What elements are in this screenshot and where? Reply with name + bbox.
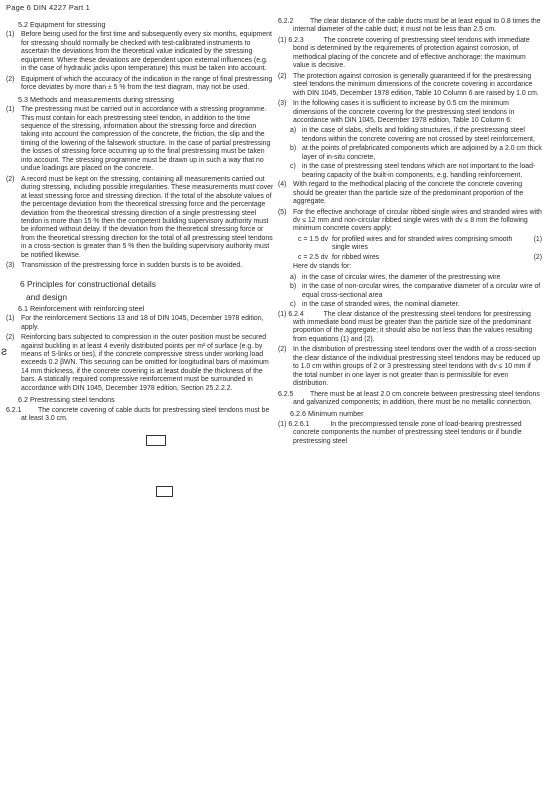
equation-text: for profiled wires and for stranded wires comprising smooth single wires — [332, 235, 513, 252]
paragraph — [6, 407, 274, 424]
chapter-heading: 6 Principles for constructional details — [20, 278, 156, 289]
list-item-text: in the case of slabs, shells and folding structures, if the prestressing steel tendons within the concrete covering are not crossed by steel reinforcement, — [302, 127, 535, 143]
paragraph-number: (2) — [278, 346, 287, 354]
paragraph-text: Equipment of which the accuracy of the indication in the range of final prestressing force deviates by more than ± 5 % from the test diagram, may not be used. — [21, 75, 273, 92]
list-item-label: c) — [290, 163, 296, 171]
equation-eq: c = 1.5 dv — [298, 235, 329, 243]
paragraph-number: (1) — [6, 315, 15, 323]
list-item-text: in the case of prestressing steel tendons which are not important to the load-bearing capacity of the built-in components, e.g. handling reinforcement. — [302, 163, 536, 179]
paragraph-text: With regard to the methodical placing of the concrete the concrete covering should be greater than the particle size of the predominant proportion of the aggregate. — [293, 181, 524, 206]
section-heading: 6.2.6 Minimum number — [290, 409, 364, 419]
paragraph-number: (5) — [278, 208, 287, 216]
section-heading: 6.1 Reinforcement with reinforcing steel — [18, 303, 145, 313]
list-item — [278, 274, 542, 282]
list-item-label: b) — [290, 145, 297, 153]
highlight-box-5 — [156, 486, 173, 497]
equation-no: (1) — [533, 235, 542, 243]
section-heading: 6.2 Prestressing steel tendons — [18, 395, 115, 405]
paragraph-number: (2) — [278, 72, 287, 80]
paragraph-text: The clear distance of the cable ducts must be at least equal to 0.8 times the internal diameter of the cable duct; it must not be less than 2.5 cm. — [293, 18, 541, 34]
list-item — [278, 163, 542, 180]
paragraph — [6, 106, 274, 174]
margin-mark-icon: ƨ — [1, 344, 7, 358]
paragraph-number: (2) — [6, 334, 15, 342]
paragraph-text: The prestressing must be carried out in accordance with a stressing programme. This must contain for each prestressing steel tendon, in addition to the time sequence of the stressing, information about the stressing force and direction taking into account the compression of the concrete, the friction, the slip and the timing of the lowering of the falsework structure. In the case of partial prestressing the losses of stressing force occurring up to the final prestressing must be taken into account. The stressing programme must be drawn up in such a way that no undue loadings are placed on the concrete. — [21, 106, 271, 173]
equation — [278, 236, 542, 253]
list-item-label: a) — [290, 273, 297, 281]
paragraph — [6, 334, 274, 393]
paragraph-text: There must be at least 2.0 cm concrete between prestressing steel tendons and galvanized components; in addition, there must be no metallic connection. — [293, 390, 540, 407]
plain-text: Here dv stands for: — [293, 263, 352, 271]
paragraph-number: (1) — [6, 31, 15, 39]
page-header: Page 6 DIN 4227 Part 1 — [6, 3, 91, 12]
paragraph — [6, 176, 274, 261]
paragraph-text: Before being used for the first time and subsequently every six months, equipment for stressing should normally be checked with test-calibrated instruments to ascertain the deviations from the theoretical value indicated by the stressing equipment. Where these deviations are dependent upon external influences (e.g. in the case of hydraulic jacks upon temperature) this must be taken into account. — [21, 31, 272, 73]
paragraph — [278, 209, 542, 234]
paragraph-text: In the distribution of prestressing steel tendons over the width of a cross-section the clear distance of the individual prestressing steel tendons may be reduced up to 1.0 cm within groups of 2 or 3 prestressing steel tendons with dv ≤ 10 mm if the total number in one layer is not greater than is permissible for even distribution. — [293, 346, 541, 388]
list-item-text: at the points of prefabricated components which are adjoined by a 2.0 cm thick layer of in-situ concrete, — [302, 145, 542, 161]
list-item-text: in the case of non-circular wires, the comparative diameter of a circular wire of equal cross-sectional area — [302, 283, 541, 299]
paragraph — [6, 76, 274, 93]
section-heading: 5.2 Equipment for stressing — [18, 20, 106, 29]
paragraph — [278, 18, 542, 35]
paragraph-number: 6.2.5 — [278, 390, 294, 398]
list-item — [278, 145, 542, 162]
list-item-text: in the case of stranded wires, the nominal diameter. — [302, 301, 460, 309]
paragraph-text: In the precompressed tensile zone of load-bearing prestressed concrete components the number of prestressing steel tendons or if bundle prestressing steel — [293, 420, 522, 445]
paragraph-number: (3) — [6, 262, 15, 270]
paragraph-number: (1) — [6, 106, 15, 114]
paragraph-text: A record must be kept on the stressing, containing all measurements carried out during stressing, including possible irregularities. These measurements must cover at least stressing force and stressing direction. If the total of the absolute values of the percentage deviation from the theoretical stressing force and the percentage deviation from the theoretical stressing direction of a single prestressing steel tendon is more than 15 % then the competent building supervisory authority must be informed without delay. If the deviation from the theoretical stressing force or from the theoretical stressing direction for the total of all prestressing steel tendons in a cross-section is greater than 5 % then the building supervisory authority must be notified likewise. — [21, 175, 274, 259]
list-item-label: a) — [290, 127, 297, 135]
equation-no: (2) — [533, 253, 542, 261]
paragraph-text: The concrete covering of prestressing steel tendons with immediate bond is determined by the requirements of protection against corrosion, of methodical placing of the concrete and of effective anchorage: the maximum value is decisive. — [293, 36, 530, 70]
paragraph-number: (4) — [278, 181, 287, 189]
highlight-box-15 — [146, 435, 166, 446]
paragraph-text: For the effective anchorage of circular ribbed single wires and stranded wires with dv ≤ 12 mm and non-circular ribbed single wires with dv ≤ 8 mm the following minimum concrete covers apply: — [293, 208, 542, 233]
paragraph — [278, 421, 542, 446]
list-item-label: c) — [290, 301, 296, 309]
chapter-heading-cont: and design — [26, 291, 67, 302]
paragraph-number: (3) — [278, 100, 287, 108]
paragraph — [278, 311, 542, 345]
equation-text: for ribbed wires — [332, 253, 380, 261]
paragraph-number: (1) 6.2.3 — [278, 36, 304, 44]
left-column — [6, 18, 274, 426]
paragraph-text: For the reinforcement Sections 13 and 18 of DIN 1045, December 1978 edition, apply. — [21, 315, 264, 331]
paragraph-text: The concrete covering of cable ducts for prestressing steel tendons must be at least 3.0 cm. — [21, 406, 270, 423]
right-column — [278, 18, 542, 448]
equation-eq: c = 2.5 dv — [298, 253, 329, 261]
paragraph-number: (1) 6.2.6.1 — [278, 420, 310, 428]
list-item — [278, 127, 542, 144]
section-heading: 5.3 Methods and measurements during stressing — [18, 94, 174, 104]
paragraph-number: (1) 6.2.4 — [278, 310, 304, 318]
list-item-label: b) — [290, 283, 297, 291]
paragraph — [6, 31, 274, 73]
paragraph — [278, 346, 542, 388]
paragraph-text: The protection against corrosion is generally guaranteed if for the prestressing steel tendons the minimum dimensions of the concrete covering in accordance with DIN 1045, December 1978 edition, Table 10 Column 6 are raised by 1.0 cm. — [293, 72, 539, 97]
paragraph — [278, 73, 542, 98]
paragraph-text: Reinforcing bars subjected to compression in the outer position must be secured against buckling in at least 4 evenly distributed points per m² of surface (e.g. by means of S-links or ties), if the concrete compressive stress under working load exceeds 0.2 βWN. This securing can be omitted for longitudinal bars of maximum 14 mm thickness, if the concrete covering is at least double the thickness of the bars. A statically required compressive reinforcement must be surrounded in accordance with DIN 1045, December 1978 edition, Section 25.2.2.2. — [21, 334, 269, 392]
paragraph — [6, 315, 274, 332]
paragraph-text: In the following cases it is sufficient to increase by 0.5 cm the minimum dimensions of the concrete covering for the prestressing steel tendons in accordance with DIN 1045, December 1978 edition, Table 10 Column 6: — [293, 100, 515, 124]
paragraph-number: (2) — [6, 75, 15, 83]
paragraph-text: The clear distance of the prestressing steel tendons for prestressing with immediate bond must be greater than the particle size of the predominant proportion of the aggregate; it should also be not less than the values resulting from equations (1) and (2). — [293, 310, 533, 343]
list-item-text: in the case of circular wires, the diameter of the prestressing wire — [302, 273, 501, 281]
equation — [278, 254, 542, 262]
list-item — [278, 301, 542, 309]
paragraph-number: (2) — [6, 175, 15, 183]
paragraph-number: 6.2.1 — [6, 406, 22, 414]
list-item — [278, 283, 542, 300]
paragraph-number: 6.2.2 — [278, 18, 294, 25]
paragraph-text: Transmission of the prestressing force in sudden bursts is to be avoided. — [21, 262, 243, 270]
paragraph — [278, 37, 542, 71]
paragraph — [6, 262, 274, 270]
paragraph — [278, 100, 542, 125]
paragraph — [278, 391, 542, 408]
paragraph — [278, 181, 542, 206]
